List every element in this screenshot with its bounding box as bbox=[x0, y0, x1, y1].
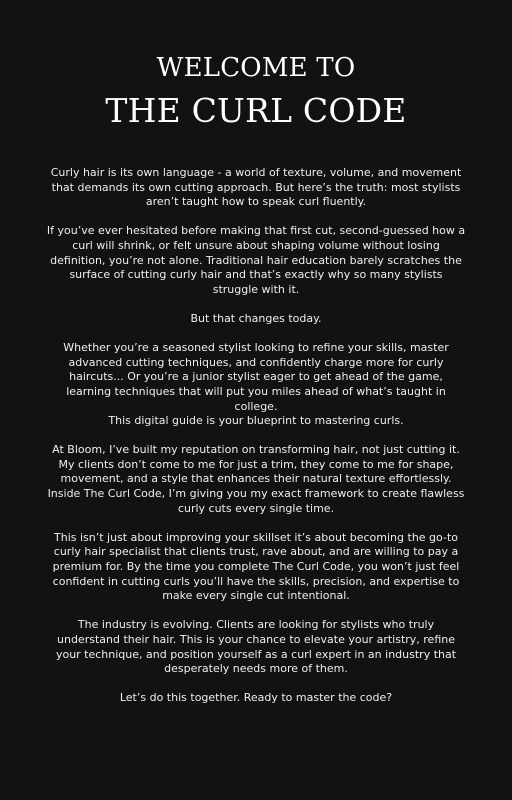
paragraph-bloom: At Bloom, I’ve built my reputation on transforming hair, not just cutting it. My clients don’t come to me for just a trim, they come to me for shape, movement, and a style that enhances their natural texture effortlessly. bbox=[52, 443, 460, 486]
paragraph-framework: Inside The Curl Code, I’m giving you my exact framework to create flawless curly cuts every single time. bbox=[47, 487, 465, 515]
paragraph-intro: Curly hair is its own language - a world of texture, volume, and movement that demands its own cutting approach. But here’s the truth: most stylists aren’t taught how to speak curl fluently. bbox=[50, 166, 462, 209]
paragraph-blueprint: This digital guide is your blueprint to mastering curls. bbox=[108, 414, 404, 428]
paragraph-hesitation: If you’ve ever hesitated before making that first cut, second-guessed how a curl will shrink, or felt unsure about shaping volume without losing definition, you’re not alone. Traditional hair education barely scratches the surface of cutting curly hair and that’s exactly why so many stylists struggle with it. bbox=[46, 224, 466, 296]
paragraph-stylist-levels: Whether you’re a seasoned stylist looking to refine your skills, master advanced cutting techniques, and confidently charge more for curly haircuts... Or you’re a junior stylist eager to get ahead of the game, learning techniques that will put you miles ahead of what’s taught in college. bbox=[63, 341, 449, 413]
paragraph-changes-today: But that changes today. bbox=[190, 311, 322, 325]
welcome-heading: WELCOME TO bbox=[156, 53, 356, 83]
paragraph-call-to-action: Let’s do this together. Ready to master the code? bbox=[119, 691, 393, 705]
title-heading: THE CURL CODE bbox=[105, 91, 407, 130]
paragraph-skillset: This isn’t just about improving your skillset it’s about becoming the go-to curly hair specialist that clients trust, rave about, and are willing to pay a premium for. By the time you complete The Curl Code, you won’t just feel confident in cutting curls you’ll have the skills, precision, and expertise to make every single cut intentional. bbox=[52, 530, 460, 603]
paragraph-industry: The industry is evolving. Clients are looking for stylists who truly understand their hair. This is your chance to elevate your artistry, refine your technique, and position yourself as a curl expert in an industry that desperately needs more of them. bbox=[55, 618, 457, 676]
intro-body bbox=[46, 166, 466, 721]
